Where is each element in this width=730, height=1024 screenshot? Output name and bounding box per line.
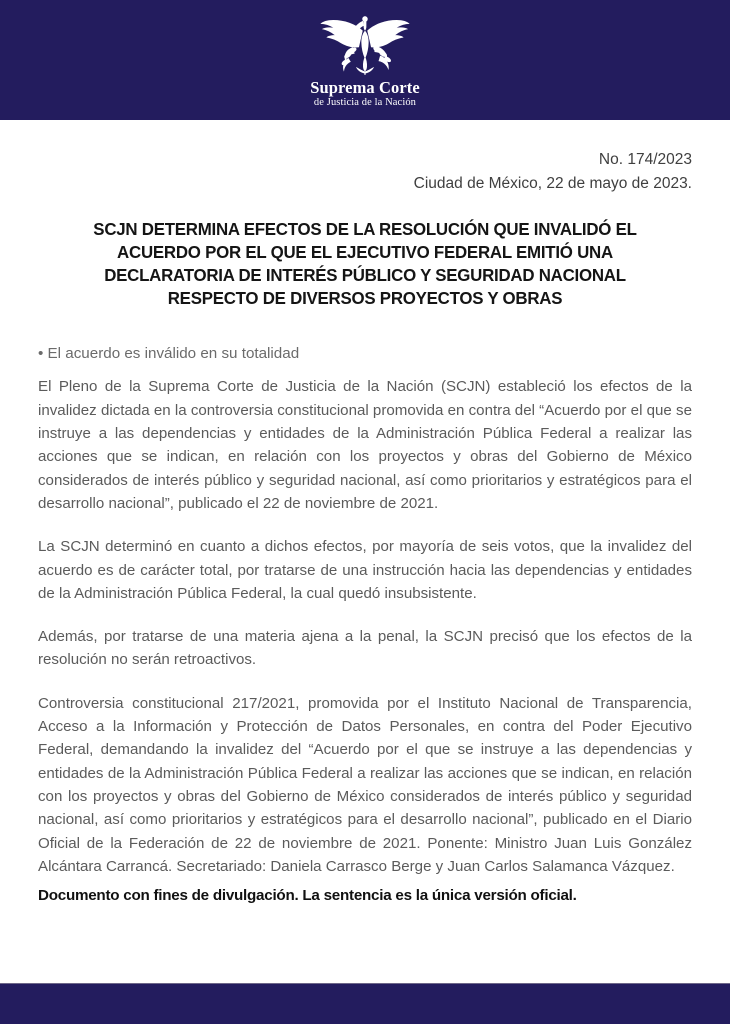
- page-title-line-1: SCJN DETERMINA EFECTOS DE LA RESOLUCIÓN QUE INVALIDÓ EL: [93, 219, 637, 240]
- institution-brand: [310, 14, 420, 109]
- content-spacer: [38, 907, 692, 983]
- brand-subtitle: de Justicia de la Nación: [313, 96, 417, 108]
- body-paragraph-4: Controversia constitucional 217/2021, promovida por el Instituto Nacional de Transparencia, Acceso a la Información y Protección de Datos Personales, en contra del Poder Ejecutivo Federal, demandando la invalidez del “Acuerdo por el que se instruye a las dependencias y entidades de la Administración Pública Federal a realizar las acciones que se indican, en relación con los proyectos y obras del Gobierno de México considerados de interés público y seguridad nacional, así como prioritarios y estratégicos para el desarrollo nacional”, publicado en el Diario Oficial de la Federación de 22 de noviembre de 2021. Ponente: Ministro Juan Luis González Alcántara Carrancá. Secretariado: Daniela Carrasco Berge y Juan Carlos Salamanca Vázquez.: [38, 694, 692, 875]
- bulletin-meta: [38, 148, 692, 196]
- page-title-line-2: ACUERDO POR EL QUE EL EJECUTIVO FEDERAL EMITIÓ UNA: [117, 242, 613, 262]
- page-footer-band: [0, 983, 730, 1024]
- page-title-line-4: RESPECTO DE DIVERSOS PROYECTOS Y OBRAS: [167, 287, 563, 308]
- summary-bullet: • El acuerdo es inválido en su totalidad: [38, 344, 300, 362]
- page-content: [0, 120, 730, 983]
- bulletin-number: No. 174/2023: [598, 151, 692, 168]
- page-title: [48, 218, 682, 310]
- bulletin-dateline: Ciudad de México, 22 de mayo de 2023.: [413, 175, 692, 193]
- body-paragraph-1: El Pleno de la Suprema Corte de Justicia de la Nación (SCJN) estableció los efectos de la invalidez dictada en la controversia constitucional promovida en contra del “Acuerdo por el que se instruye a las dependencias y entidades de la Administración Pública Federal a realizar las acciones que se indican, en relación con los proyectos y obras del Gobierno de México considerados de interés público y seguridad nacional, así como prioritarios y estratégicos para el desarrollo nacional”, publicado el 22 de noviembre de 2021.: [38, 378, 692, 512]
- body-paragraph-2: La SCJN determinó en cuanto a dichos efectos, por mayoría de seis votos, que la invalidez del acuerdo es de carácter total, por tratarse de una instrucción hacia las dependencias y entidades de la Administración Pública Federal, la cual quedó insubsistente.: [38, 538, 692, 602]
- brand-name: Suprema Corte: [310, 77, 420, 97]
- body-copy: [38, 375, 692, 878]
- body-paragraph-3: Además, por tratarse de una materia ajena a la penal, la SCJN precisó que los efectos de la resolución no serán retroactivos.: [38, 628, 692, 669]
- page-header-band: [0, 0, 730, 120]
- disclaimer-note: Documento con fines de divulgación. La sentencia es la única versión oficial.: [38, 887, 577, 905]
- page-title-line-3: DECLARATORIA DE INTERÉS PÚBLICO Y SEGURIDAD NACIONAL: [104, 264, 626, 285]
- mexican-eagle-emblem-icon: [319, 14, 411, 76]
